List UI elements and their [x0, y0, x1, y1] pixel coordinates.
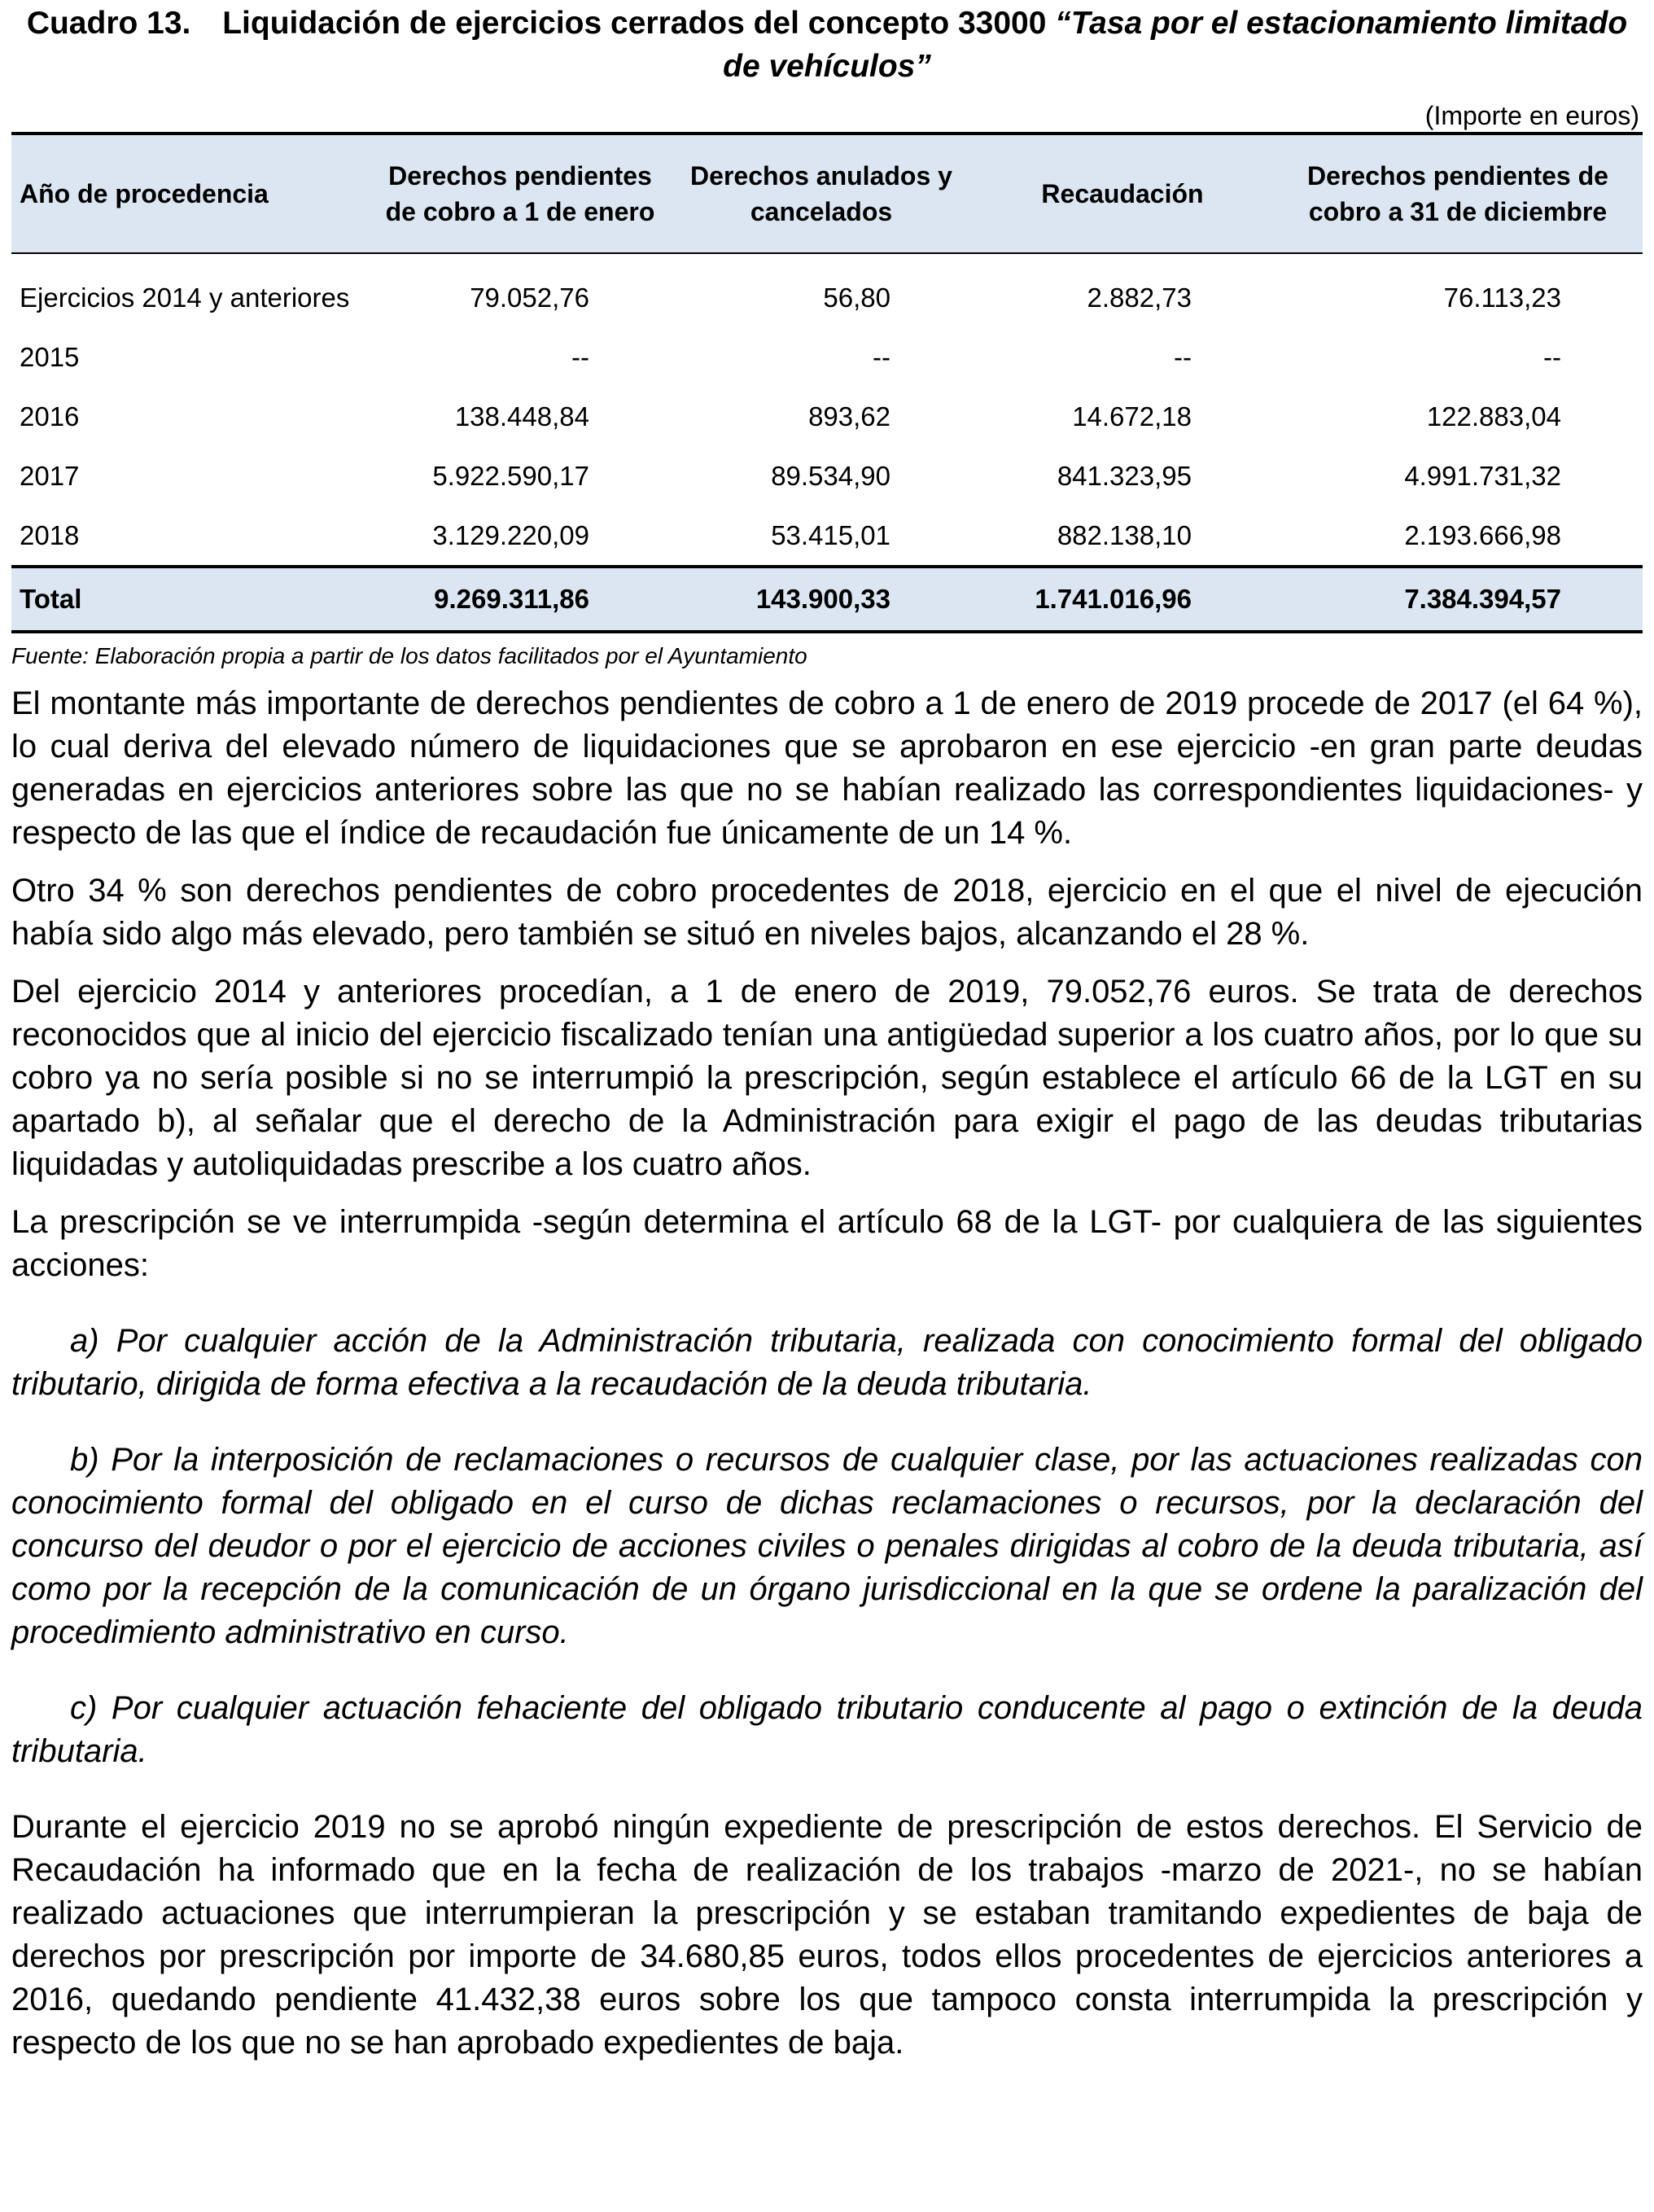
header-year: Año de procedencia: [11, 134, 370, 253]
header-collection: Recaudación: [972, 134, 1273, 253]
total-row: [11, 567, 1643, 632]
table-row: [11, 446, 1643, 506]
cell-year: 2015: [20, 341, 80, 372]
cell-cancelled: 56,80: [823, 282, 890, 313]
liquidation-table: [11, 132, 1643, 633]
paragraph: Durante el ejercicio 2019 no se aprobó ningún expediente de prescripción de estos derechos. El Servicio de Recaudación ha informado que en la fecha de realización de los trabajos -marzo de 2021-, no se habían realizado actuaciones que interrumpieran la prescripción y se estaban tramitando expedientes de baja de derechos por prescripción por importe de 34.680,85 euros, todos ellos procedentes de ejercicios anteriores a 2016, quedando pendiente 41.432,38 euros sobre los que tampoco consta interrumpida la prescripción y respecto de los que no se han aprobado expedientes de baja.: [11, 1809, 1643, 2061]
cell-cancelled: 89.534,90: [771, 460, 890, 491]
total-cancelled: 143.900,33: [671, 567, 972, 632]
paragraph: La prescripción se ve interrumpida -según determina el artículo 68 de la LGT- por cualquiera de las siguientes acciones:: [11, 1204, 1643, 1283]
cell-cancelled: 53.415,01: [771, 519, 890, 550]
total-collection: 1.741.016,96: [972, 567, 1273, 632]
total-pending-jan: 9.269.311,86: [370, 567, 671, 632]
cell-pending-dec: --: [1543, 341, 1561, 372]
quote-paragraph-a: a) Por cualquier acción de la Administración tributaria, realizada con conocimiento formal del obligado tributario, dirigida de forma efectiva a la recaudación de la deuda tributaria.: [11, 1323, 1643, 1402]
header-pending-jan: Derechos pendientes de cobro a 1 de enero: [370, 134, 671, 253]
table-row: [11, 506, 1643, 567]
cell-collection: 2.882,73: [1087, 282, 1192, 313]
cell-year: 2017: [20, 460, 80, 491]
cell-collection: --: [1174, 341, 1192, 372]
table-row: [11, 327, 1643, 387]
quote-paragraph-b: b) Por la interposición de reclamaciones o recursos de cualquier clase, por las actuaciones realizadas con conocimiento formal del obligado en el curso de dichas reclamaciones o recursos, por la declaración del concurso del deudor o por el ejercicio de acciones civiles o penales dirigidas al cobro de la deuda tributaria, así como por la recepción de la comunicación de un órgano jurisdiccional en la que se ordene la paralización del procedimiento administrativo en curso.: [11, 1442, 1643, 1650]
header-pending-dec: Derechos pendientes de cobro a 31 de diciembre: [1273, 134, 1643, 253]
document-page: [11, 0, 1643, 2065]
header-cancelled: Derechos anulados y cancelados: [671, 134, 972, 253]
paragraph: Otro 34 % son derechos pendientes de cobro procedentes de 2018, ejercicio en el que el nivel de ejecución había sido algo más elevado, pero también se situó en niveles bajos, alcanzando el 28 %.: [11, 873, 1643, 952]
cell-collection: 841.323,95: [1057, 460, 1192, 491]
total-pending-dec: 7.384.394,57: [1273, 567, 1643, 632]
cell-pending-jan: 79.052,76: [470, 282, 589, 313]
cell-collection: 882.138,10: [1057, 519, 1192, 550]
cell-pending-jan: --: [571, 341, 589, 372]
cell-pending-jan: 3.129.220,09: [432, 519, 589, 550]
cell-pending-dec: 4.991.731,32: [1404, 460, 1561, 491]
cell-pending-dec: 76.113,23: [1443, 282, 1561, 313]
paragraph: El montante más importante de derechos pendientes de cobro a 1 de enero de 2019 procede de 2017 (el 64 %), lo cual deriva del elevado número de liquidaciones que se aprobaron en ese ejercicio -en gran parte deudas generadas en ejercicios anteriores sobre las que no se habían realizado las correspondientes liquidaciones- y respecto de las que el índice de recaudación fue únicamente de un 14 %.: [11, 686, 1643, 851]
cell-pending-dec: 122.883,04: [1426, 401, 1561, 431]
paragraph: Del ejercicio 2014 y anteriores procedían, a 1 de enero de 2019, 79.052,76 euros. Se trata de derechos reconocidos que al inicio del ejercicio fiscalizado tenían una antigüedad superior a los cuatro años, por lo que su cobro ya no sería posible si no se interrumpió la prescripción, según establece el artículo 66 de la LGT en su apartado b), al señalar que el derecho de la Administración para exigir el pago de las deudas tributarias liquidadas y autoliquidadas prescribe a los cuatro años.: [11, 974, 1643, 1182]
table-title-text: Liquidación de ejercicios cerrados del concepto 33000: [222, 6, 1047, 41]
table-row: [11, 387, 1643, 446]
cell-year: Ejercicios 2014 y anteriores: [20, 282, 350, 313]
cell-year: 2018: [20, 519, 80, 550]
table-number: Cuadro 13.: [26, 6, 191, 41]
table-title: [11, 2, 1643, 88]
cell-collection: 14.672,18: [1072, 401, 1192, 431]
body-text: [11, 682, 1643, 2065]
cell-pending-jan: 5.922.590,17: [432, 460, 589, 491]
table-header-row: [11, 134, 1643, 253]
cell-pending-jan: 138.448,84: [454, 401, 589, 431]
quote-paragraph-c: c) Por cualquier actuación fehaciente del obligado tributario conducente al pago o extinción de la deuda tributaria.: [11, 1690, 1643, 1769]
unit-note: (Importe en euros): [1424, 101, 1639, 130]
cell-year: 2016: [20, 401, 80, 431]
table-row: [11, 253, 1643, 327]
cell-pending-dec: 2.193.666,98: [1404, 519, 1561, 550]
source-note: Fuente: Elaboración propia a partir de los datos facilitados por el Ayuntamiento: [11, 643, 807, 668]
total-label: Total: [11, 567, 370, 632]
cell-cancelled: 893,62: [808, 401, 890, 431]
cell-cancelled: --: [873, 341, 890, 372]
table-title-italic: “Tasa por el estacionamiento limitado de vehículos”: [723, 6, 1628, 84]
